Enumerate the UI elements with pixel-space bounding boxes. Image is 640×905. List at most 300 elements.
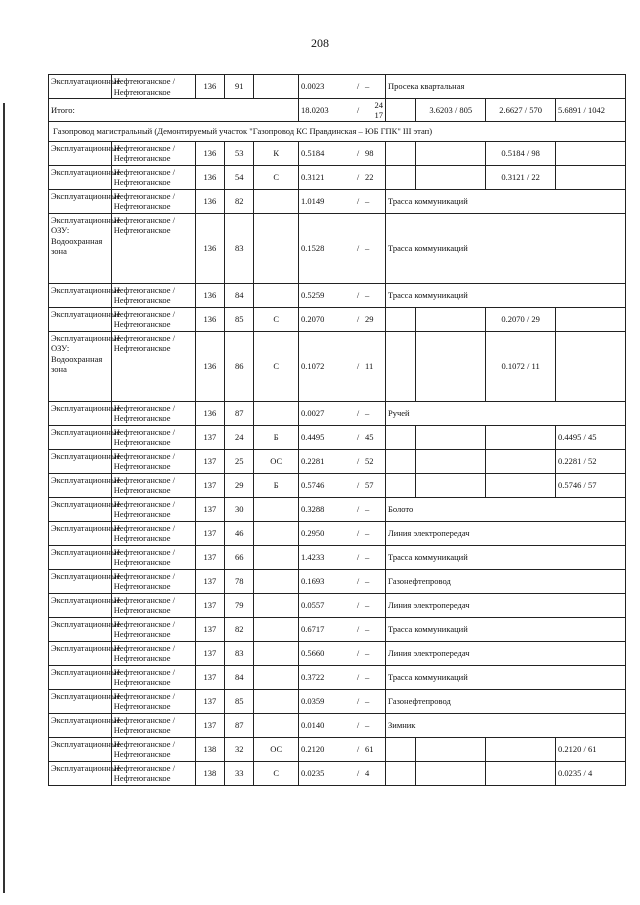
table-row [49,331,626,401]
cell-forestry: Нефтеюганское / Нефтеюганское [111,545,195,569]
area-stock: 98 [365,147,374,158]
cell-section: 84 [225,283,254,307]
cell-category: Эксплуатационные [49,521,112,545]
cell-category: Эксплуатационные [49,569,112,593]
cell-class [254,689,299,713]
area-stock: 11 [365,360,374,371]
cell-category: Эксплуатационные [49,141,112,165]
cell-forestry: Нефтеюганское / Нефтеюганское [111,213,195,283]
area-slash: / [356,551,360,562]
area-value: 0.2120 [300,743,325,754]
cell-section: 91 [225,75,254,99]
cell-class [254,569,299,593]
cell-area [298,737,385,761]
cell-section: 78 [225,569,254,593]
cell-quarter: 137 [195,497,224,521]
cell-class: Б [254,473,299,497]
cell-quarter: 137 [195,593,224,617]
cell-section: 83 [225,213,254,283]
area-value: 1.4233 [300,551,325,562]
cell-forestry: Нефтеюганское / Нефтеюганское [111,283,195,307]
cell-area [298,449,385,473]
area-slash: / [356,623,360,634]
cell-area [298,617,385,641]
area-stock: 61 [365,743,374,754]
area-slash: / [356,695,360,706]
area-value: 0.0235 [300,767,325,778]
table-row [49,689,626,713]
cell-area [298,569,385,593]
cell-note: Ручей [386,401,626,425]
cell-category: Эксплуатационные [49,425,112,449]
total-c2: 2.6627 / 570 [486,99,556,122]
cell-forestry: Нефтеюганское / Нефтеюганское [111,473,195,497]
cell-quarter: 136 [195,401,224,425]
area-stock: – [365,503,370,514]
cell-area [298,307,385,331]
cell-class [254,665,299,689]
cell-col3 [556,307,626,331]
cell-area [298,521,385,545]
cell-col3 [556,165,626,189]
cell-quarter: 137 [195,449,224,473]
cell-section: 85 [225,307,254,331]
cell-col1 [416,425,486,449]
table-row [49,497,626,521]
cell-class [254,641,299,665]
binding-margin-line [3,103,5,893]
cell-col2 [486,473,556,497]
cell-quarter: 137 [195,425,224,449]
area-stock: – [365,575,370,586]
cell-category: Эксплуатационные [49,401,112,425]
cell-forestry: Нефтеюганское / Нефтеюганское [111,521,195,545]
cell-section: 79 [225,593,254,617]
cell-forestry: Нефтеюганское / Нефтеюганское [111,189,195,213]
cell-quarter: 138 [195,761,224,785]
cell-empty [386,473,416,497]
area-value: 0.2950 [300,527,325,538]
cell-section: 83 [225,641,254,665]
total-area-value: 18.0203 [300,104,329,115]
cell-col2: 0.2070 / 29 [486,307,556,331]
area-slash: / [356,767,360,778]
cell-section: 46 [225,521,254,545]
cell-section: 54 [225,165,254,189]
area-slash: / [356,242,360,253]
cell-section: 86 [225,331,254,401]
cell-category: Эксплуатационные [49,689,112,713]
area-stock: – [365,81,370,92]
cell-class [254,283,299,307]
area-value: 1.0149 [300,195,325,206]
cell-section: 82 [225,189,254,213]
area-value: 0.3121 [300,171,325,182]
cell-note: Трасса коммуникаций [386,545,626,569]
area-slash: / [356,289,360,300]
area-stock: 52 [365,455,374,466]
cell-empty [386,165,416,189]
area-slash: / [356,360,360,371]
cell-category: Эксплуатационные [49,189,112,213]
cell-quarter: 137 [195,641,224,665]
table-row [49,307,626,331]
table-row [49,617,626,641]
cell-empty [386,737,416,761]
cell-class [254,75,299,99]
area-value: 0.0027 [300,407,325,418]
cell-category: Эксплуатационные [49,593,112,617]
cell-col1 [416,307,486,331]
cell-forestry: Нефтеюганское / Нефтеюганское [111,593,195,617]
area-stock: – [365,242,370,253]
table-row [49,713,626,737]
cell-forestry: Нефтеюганское / Нефтеюганское [111,569,195,593]
cell-quarter: 136 [195,307,224,331]
cell-note: Трасса коммуникаций [386,189,626,213]
cell-col1 [416,473,486,497]
cell-note: Линия электропередач [386,593,626,617]
area-stock: – [365,195,370,206]
total-c1: 3.6203 / 805 [416,99,486,122]
cell-area [298,761,385,785]
area-stock: – [365,599,370,610]
cell-col3: 0.4495 / 45 [556,425,626,449]
cell-class: Б [254,425,299,449]
cell-forestry: Нефтеюганское / Нефтеюганское [111,689,195,713]
cell-forestry: Нефтеюганское / Нефтеюганское [111,761,195,785]
cell-area [298,545,385,569]
cell-area [298,641,385,665]
area-slash: / [356,527,360,538]
table-row [49,473,626,497]
area-stock: 29 [365,313,374,324]
cell-col3: 0.0235 / 4 [556,761,626,785]
cell-note: Трасса коммуникаций [386,213,626,283]
area-value: 0.0557 [300,599,325,610]
cell-section: 53 [225,141,254,165]
cell-note: Просека квартальная [386,75,626,99]
cell-category: Эксплуатационные [49,307,112,331]
cell-class [254,401,299,425]
cell-col2 [486,425,556,449]
cell-category: Эксплуатационные ОЗУ: Водоохранная зона [49,331,112,401]
cell-section: 87 [225,401,254,425]
area-value: 0.3288 [300,503,325,514]
cell-class [254,545,299,569]
cell-class [254,593,299,617]
cell-area [298,425,385,449]
table-row [49,213,626,283]
cell-forestry: Нефтеюганское / Нефтеюганское [111,425,195,449]
table-row [49,545,626,569]
cell-area [298,497,385,521]
table-row [49,425,626,449]
cell-area [298,713,385,737]
total-c3: 5.6891 / 1042 [556,99,626,122]
cell-col2: 0.5184 / 98 [486,141,556,165]
cell-category: Эксплуатационные [49,449,112,473]
cell-forestry: Нефтеюганское / Нефтеюганское [111,641,195,665]
cell-quarter: 137 [195,617,224,641]
cell-category: Эксплуатационные [49,165,112,189]
cell-section: 25 [225,449,254,473]
cell-category: Эксплуатационные [49,545,112,569]
area-slash: / [356,599,360,610]
cell-section: 82 [225,617,254,641]
table-row [49,593,626,617]
table-row [49,569,626,593]
cell-section: 33 [225,761,254,785]
cell-col1 [416,331,486,401]
area-slash: / [356,313,360,324]
cell-area [298,689,385,713]
cell-class: К [254,141,299,165]
cell-note: Линия электропередач [386,521,626,545]
total-area-slash: / [356,104,360,115]
cell-category: Эксплуатационные [49,75,112,99]
cell-category: Эксплуатационные [49,473,112,497]
cell-forestry: Нефтеюганское / Нефтеюганское [111,75,195,99]
table-body-after-total [49,141,626,785]
cell-col2 [486,761,556,785]
cell-empty [386,761,416,785]
cell-section: 84 [225,665,254,689]
cell-note: Трасса коммуникаций [386,665,626,689]
area-value: 0.5184 [300,147,325,158]
area-value: 0.0359 [300,695,325,706]
area-stock: – [365,527,370,538]
cell-area [298,401,385,425]
table-row [49,75,626,99]
cell-section: 24 [225,425,254,449]
section-header: Газопровод магистральный (Демонтируемый участок "Газопровод КС Правдинская – ЮБ ГПК" III этап) [49,122,626,142]
area-stock: – [365,407,370,418]
area-value: 0.3722 [300,671,325,682]
total-area [298,99,385,122]
area-value: 0.1072 [300,360,325,371]
cell-col2 [486,737,556,761]
cell-note: Трасса коммуникаций [386,617,626,641]
area-slash: / [356,171,360,182]
cell-forestry: Нефтеюганское / Нефтеюганское [111,449,195,473]
area-value: 0.1528 [300,242,325,253]
cell-quarter: 136 [195,331,224,401]
cell-class [254,521,299,545]
total-empty-cell [386,99,416,122]
table-row [49,283,626,307]
area-stock: 45 [365,431,374,442]
cell-col1 [416,141,486,165]
area-value: 0.4495 [300,431,325,442]
cell-category: Эксплуатационные [49,737,112,761]
cell-note: Газонефтепровод [386,689,626,713]
table-row [49,665,626,689]
cell-section: 85 [225,689,254,713]
cell-note: Болото [386,497,626,521]
cell-col1 [416,761,486,785]
cell-category: Эксплуатационные [49,283,112,307]
area-slash: / [356,503,360,514]
area-value: 0.0140 [300,719,325,730]
area-slash: / [356,479,360,490]
area-slash: / [356,743,360,754]
table-row [49,401,626,425]
cell-class [254,497,299,521]
cell-quarter: 136 [195,165,224,189]
cell-forestry: Нефтеюганское / Нефтеюганское [111,497,195,521]
table-row [49,189,626,213]
cell-area [298,331,385,401]
area-stock: – [365,719,370,730]
cell-col3: 0.2281 / 52 [556,449,626,473]
cell-area [298,213,385,283]
cell-class [254,713,299,737]
cell-quarter: 138 [195,737,224,761]
cell-category: Эксплуатационные ОЗУ: Водоохранная зона [49,213,112,283]
cell-quarter: 136 [195,283,224,307]
table-row [49,521,626,545]
cell-class: С [254,331,299,401]
cell-section: 29 [225,473,254,497]
cell-quarter: 137 [195,569,224,593]
cell-class: С [254,761,299,785]
total-row [49,99,626,122]
area-value: 0.2070 [300,313,325,324]
total-q-stack [365,100,383,120]
cell-class [254,617,299,641]
area-stock: 57 [365,479,374,490]
cell-area [298,283,385,307]
cell-section: 30 [225,497,254,521]
cell-area [298,189,385,213]
cell-quarter: 137 [195,473,224,497]
table-row [49,737,626,761]
cell-quarter: 136 [195,141,224,165]
cell-area [298,75,385,99]
area-value: 0.1693 [300,575,325,586]
area-slash: / [356,671,360,682]
cell-class: С [254,307,299,331]
cell-note: Линия электропередач [386,641,626,665]
cell-quarter: 137 [195,665,224,689]
cell-col1 [416,165,486,189]
table-row [49,761,626,785]
table-total-section [49,99,626,142]
cell-category: Эксплуатационные [49,497,112,521]
table-body-before-total [49,75,626,99]
cell-forestry: Нефтеюганское / Нефтеюганское [111,665,195,689]
area-value: 0.5746 [300,479,325,490]
cell-forestry: Нефтеюганское / Нефтеюганское [111,141,195,165]
area-slash: / [356,719,360,730]
area-value: 0.5259 [300,289,325,300]
cell-area [298,593,385,617]
cell-class [254,189,299,213]
cell-col1 [416,737,486,761]
cell-area [298,665,385,689]
area-slash: / [356,195,360,206]
table-row [49,165,626,189]
cell-section: 66 [225,545,254,569]
cell-category: Эксплуатационные [49,713,112,737]
cell-col2 [486,449,556,473]
cell-section: 32 [225,737,254,761]
cell-note: Зимник [386,713,626,737]
cell-category: Эксплуатационные [49,641,112,665]
area-stock: – [365,623,370,634]
cell-forestry: Нефтеюганское / Нефтеюганское [111,737,195,761]
section-header-row [49,122,626,142]
forest-plot-table [48,74,626,786]
cell-class: ОС [254,449,299,473]
area-stock: 22 [365,171,374,182]
cell-area [298,141,385,165]
area-stock: – [365,289,370,300]
area-value: 0.6717 [300,623,325,634]
area-stock: – [365,551,370,562]
total-label: Итого: [49,99,299,122]
cell-area [298,473,385,497]
page-number: 208 [311,36,329,50]
cell-category: Эксплуатационные [49,761,112,785]
cell-col3: 0.5746 / 57 [556,473,626,497]
cell-col1 [416,449,486,473]
cell-forestry: Нефтеюганское / Нефтеюганское [111,331,195,401]
cell-forestry: Нефтеюганское / Нефтеюганское [111,401,195,425]
cell-quarter: 136 [195,213,224,283]
cell-quarter: 136 [195,75,224,99]
total-q-bottom: 17 [374,110,384,120]
area-slash: / [356,575,360,586]
area-stock: 4 [365,767,370,778]
cell-forestry: Нефтеюганское / Нефтеюганское [111,713,195,737]
cell-quarter: 137 [195,689,224,713]
area-slash: / [356,147,360,158]
table-row [49,449,626,473]
area-stock: – [365,695,370,706]
cell-quarter: 137 [195,713,224,737]
area-stock: – [365,671,370,682]
cell-col2: 0.3121 / 22 [486,165,556,189]
cell-col3 [556,141,626,165]
area-slash: / [356,407,360,418]
table-row [49,641,626,665]
cell-area [298,165,385,189]
cell-note: Трасса коммуникаций [386,283,626,307]
cell-empty [386,307,416,331]
cell-col3 [556,331,626,401]
cell-class [254,213,299,283]
cell-category: Эксплуатационные [49,617,112,641]
cell-quarter: 137 [195,545,224,569]
cell-empty [386,331,416,401]
total-q-top: 24 [374,100,384,110]
cell-col2: 0.1072 / 11 [486,331,556,401]
cell-forestry: Нефтеюганское / Нефтеюганское [111,307,195,331]
cell-forestry: Нефтеюганское / Нефтеюганское [111,617,195,641]
area-value: 0.5660 [300,647,325,658]
area-slash: / [356,431,360,442]
cell-class: С [254,165,299,189]
cell-col3: 0.2120 / 61 [556,737,626,761]
cell-forestry: Нефтеюганское / Нефтеюганское [111,165,195,189]
cell-note: Газонефтепровод [386,569,626,593]
cell-empty [386,141,416,165]
cell-class: ОС [254,737,299,761]
area-stock: – [365,647,370,658]
table-row [49,141,626,165]
